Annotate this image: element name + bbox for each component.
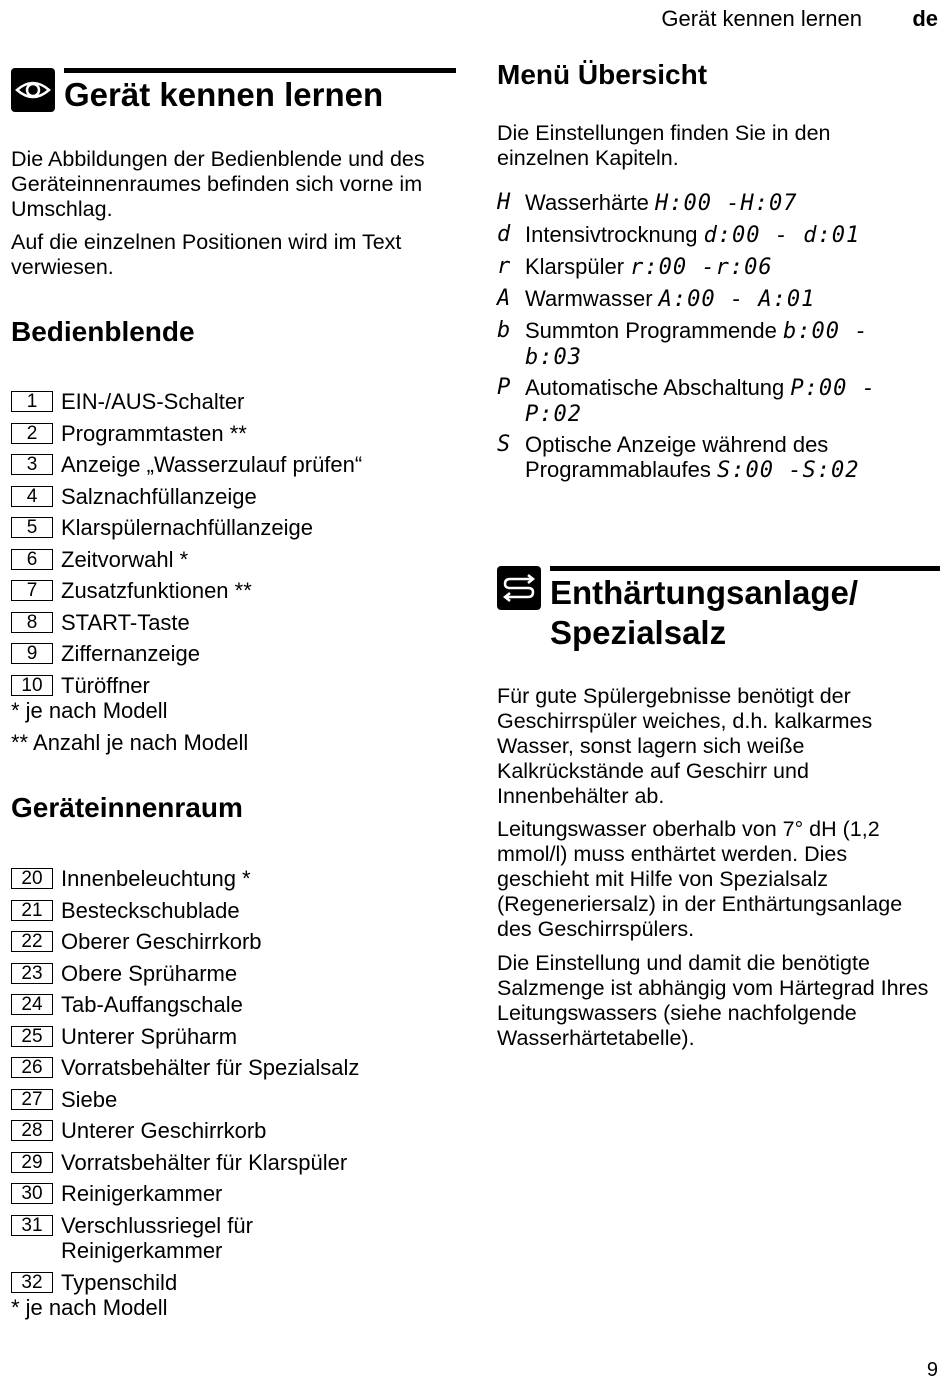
- intro-paragraph-1: Die Abbildungen der Bedienblende und des Geräteinnenraumes befinden sich vorne im Umschlag.: [11, 147, 425, 221]
- item-label: Vorratsbehälter für Klarspüler: [61, 1149, 348, 1175]
- footnote: ** Anzahl je nach Modell: [11, 730, 249, 755]
- menu-code: A: [497, 286, 511, 311]
- position-number: 28: [11, 1120, 53, 1141]
- list-item: [11, 898, 456, 930]
- list-item: [11, 484, 456, 516]
- menu-code: P: [497, 375, 511, 400]
- list-item: [11, 610, 456, 642]
- section-heading-geraet: [11, 68, 456, 115]
- menu-range: S:00 -S:02: [717, 458, 860, 483]
- footnote: * je nach Modell: [11, 698, 168, 723]
- list-item: [11, 515, 456, 547]
- innenraum-list: [11, 866, 456, 1295]
- menu-item: [497, 190, 940, 222]
- item-label: Obere Sprüharme: [61, 960, 238, 986]
- eye-icon: [11, 68, 55, 112]
- item-label: Oberer Geschirrkorb: [61, 929, 262, 954]
- menu-code: d: [497, 222, 511, 247]
- menu-label: Wasserhärte: [525, 190, 649, 215]
- menu-range: P:00 - P:02: [525, 376, 876, 427]
- list-item: [11, 1118, 456, 1150]
- item-label: Zeitvorwahl *: [61, 546, 189, 572]
- bedienblende-heading: Bedienblende: [11, 316, 195, 347]
- section-title: Gerät kennen lernen: [64, 76, 384, 113]
- menu-label: Optische Anzeige während des Programmablaufes: [525, 432, 829, 482]
- list-item: [11, 641, 456, 673]
- menu-item: [497, 375, 925, 432]
- menu-code: r: [497, 254, 511, 279]
- position-number: 21: [11, 900, 53, 921]
- menu-range: H:00 -H:07: [655, 191, 798, 216]
- position-number: 5: [11, 517, 53, 538]
- menu-item: [497, 432, 925, 484]
- menu-list: [497, 190, 940, 484]
- menu-label: Automatische Abschaltung: [525, 375, 785, 400]
- position-number: 8: [11, 612, 53, 633]
- position-number: 27: [11, 1089, 53, 1110]
- list-item: [11, 1213, 456, 1270]
- position-number: 10: [11, 675, 53, 696]
- enthaertung-paragraph-2: Leitungswasser oberhalb von 7° dH (1,2 mmol/l) muss enthärtet werden. Dies geschieht mit Hilfe von Spezialsalz (Regeneriersalz) in der Enthärtungsanlage des Geschirrspülers.: [497, 817, 903, 941]
- position-number: 22: [11, 931, 53, 952]
- softener-icon: [497, 566, 541, 610]
- innenraum-heading: Geräteinnenraum: [11, 792, 243, 823]
- item-label: Vorratsbehälter für Spezialsalz: [61, 1055, 360, 1080]
- footnote: * je nach Modell: [11, 1295, 168, 1320]
- menu-intro: Die Einstellungen finden Sie in den einzelnen Kapiteln.: [497, 121, 831, 170]
- list-item: [11, 1270, 456, 1295]
- list-item: [11, 547, 456, 579]
- page-number: 9: [926, 1359, 938, 1381]
- item-label: Typenschild: [61, 1269, 178, 1295]
- menu-label: Klarspüler: [525, 254, 625, 279]
- enthaertung-paragraph-3: Die Einstellung und damit die benötigte Salzmenge ist abhängig vom Härtegrad Ihres Leitungswassers (siehe nachfolgende Wasserhärtetabelle).: [497, 951, 929, 1050]
- list-item: [11, 1087, 456, 1119]
- position-number: 29: [11, 1152, 53, 1173]
- item-label: Innenbeleuchtung *: [61, 866, 251, 891]
- intro-paragraph-2: Auf die einzelnen Positionen wird im Text verwiesen.: [11, 230, 402, 279]
- list-item: [11, 929, 456, 961]
- list-item: [11, 673, 456, 698]
- position-number: 9: [11, 643, 53, 664]
- list-item: [11, 992, 456, 1024]
- list-item: [11, 866, 456, 898]
- list-item: [11, 578, 456, 610]
- menu-item: [497, 222, 940, 254]
- position-number: 7: [11, 580, 53, 601]
- position-number: 2: [11, 423, 53, 444]
- item-label: Programmtasten **: [61, 420, 247, 446]
- item-label: Zusatzfunktionen **: [61, 578, 252, 603]
- item-label: Besteckschublade: [61, 897, 240, 923]
- menu-label: Warmwasser: [525, 286, 653, 311]
- menu-label: Summton Programmende: [525, 318, 777, 343]
- header-language: de: [912, 6, 938, 31]
- section-heading-enthaertung: [497, 566, 940, 653]
- item-label: Türöffner: [61, 672, 150, 698]
- position-number: 23: [11, 963, 53, 984]
- menu-range: b:00 - b:03: [525, 319, 869, 370]
- item-label: Ziffernanzeige: [61, 641, 201, 666]
- position-number: 31: [11, 1215, 53, 1236]
- item-label: Anzeige „Wasserzulauf prüfen“: [61, 452, 363, 477]
- item-label: Verschlussriegel für Reinigerkammer: [61, 1212, 253, 1263]
- menu-code: b: [497, 318, 511, 343]
- position-number: 1: [11, 391, 53, 412]
- menu-range: r:00 -r:06: [630, 255, 773, 280]
- position-number: 6: [11, 549, 53, 570]
- item-label: Unterer Geschirrkorb: [61, 1118, 267, 1143]
- list-item: [11, 1150, 456, 1182]
- list-item: [11, 452, 456, 484]
- section-title-line-1: Enthärtungsanlage/: [550, 574, 859, 611]
- menu-range: A:00 - A:01: [658, 287, 816, 312]
- position-number: 24: [11, 994, 53, 1015]
- position-number: 26: [11, 1057, 53, 1078]
- item-label: Reinigerkammer: [61, 1181, 223, 1206]
- item-label: Tab-Auffangschale: [61, 992, 243, 1017]
- enthaertung-paragraph-1: Für gute Spülergebnisse benötigt der Geschirrspüler weiches, d.h. kalkarmes Wasser, sonst lagern sich weiße Kalkrückstände auf Geschirr und Innenbehälter ab.: [497, 684, 873, 808]
- position-number: 30: [11, 1183, 53, 1204]
- menu-code: H: [497, 190, 511, 215]
- item-label: Siebe: [61, 1086, 118, 1112]
- menu-code: S: [497, 432, 511, 457]
- section-title-line-2: Spezialsalz: [550, 614, 727, 651]
- bedienblende-list: [11, 389, 456, 698]
- menu-label: Intensivtrocknung: [525, 222, 698, 247]
- menu-item: [497, 286, 940, 318]
- position-number: 4: [11, 486, 53, 507]
- item-label: START-Taste: [61, 609, 190, 635]
- position-number: 25: [11, 1026, 53, 1047]
- list-item: [11, 1055, 456, 1087]
- item-label: Salznachfüllanzeige: [61, 483, 257, 509]
- menu-range: d:00 - d:01: [703, 223, 861, 248]
- menu-heading: Menü Übersicht: [497, 59, 708, 90]
- list-item: [11, 421, 456, 453]
- position-number: 32: [11, 1272, 53, 1293]
- item-label: Unterer Sprüharm: [61, 1023, 238, 1049]
- header-title: Gerät kennen lernen: [661, 6, 862, 31]
- item-label: Klarspülernachfüllanzeige: [61, 515, 313, 540]
- list-item: [11, 1181, 456, 1213]
- menu-item: [497, 254, 940, 286]
- list-item: [11, 389, 456, 421]
- list-item: [11, 961, 456, 993]
- position-number: 3: [11, 454, 53, 475]
- item-label: EIN-/AUS-Schalter: [61, 389, 245, 414]
- position-number: 20: [11, 868, 53, 889]
- list-item: [11, 1024, 456, 1056]
- menu-item: [497, 318, 895, 375]
